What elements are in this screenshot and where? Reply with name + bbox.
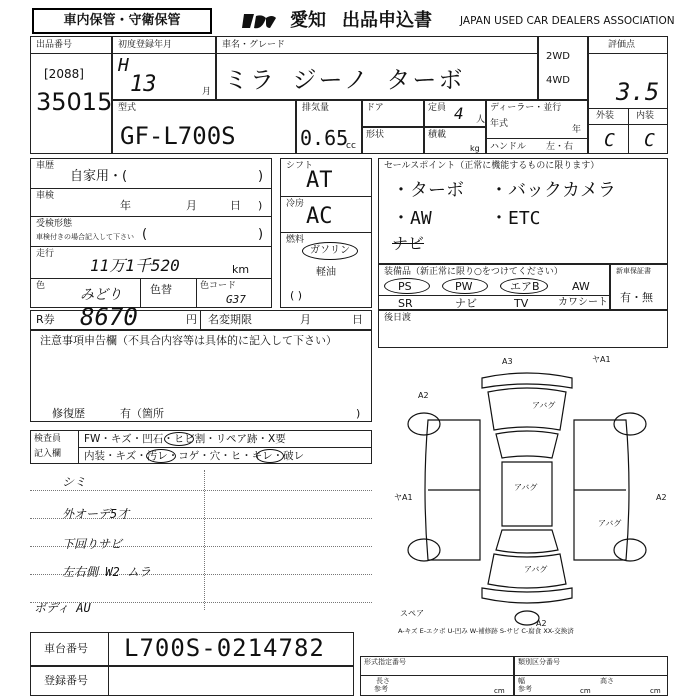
inspection-month-unit: 月: [186, 199, 197, 212]
exterior-label: 外装: [596, 111, 615, 121]
fuel-gasoline: ガソリン: [310, 245, 350, 256]
car-diagram-icon: [384, 350, 670, 626]
drive-2wd: 2WD: [546, 51, 570, 62]
displacement-value: 0.65: [300, 126, 349, 150]
diagram-mark-a2-right: A2: [656, 493, 667, 502]
fuel-paren: ( ): [290, 289, 303, 302]
repair-close: ): [356, 407, 361, 420]
mileage-unit: km: [232, 263, 250, 276]
dealer-year-label: 年式: [490, 119, 509, 129]
color-value: みどり: [80, 287, 122, 303]
acceptance-note: 車検付きの場合記入して下さい: [36, 233, 134, 241]
capacity-label: 定員: [428, 103, 447, 113]
rating-score: 3.5: [616, 78, 660, 106]
notes-label: 注意事項申告欄（不具合内容等は具体的に記入して下さい）: [40, 334, 337, 347]
type-label: 型式: [118, 103, 137, 113]
storage-stamp: 車内保管・守衛保管: [32, 8, 212, 34]
inspector-row-2: 内装・キズ・汚レ・コゲ・穴・ヒ・キレ・破レ: [84, 450, 305, 462]
diagram-mark-a1-top: ヤA1: [592, 355, 611, 364]
drive-cell: [538, 36, 588, 100]
color-label: 色: [36, 281, 46, 291]
width-unit: cm: [580, 687, 591, 695]
damage-diagram: [384, 350, 670, 626]
drive-4wd: 4WD: [546, 75, 570, 86]
sales-point-turbo: ・ターボ: [392, 180, 464, 201]
lot-bracket-number: [2088]: [44, 67, 84, 81]
inspector-circle-3: [256, 449, 284, 463]
spare-label: スペア: [400, 609, 424, 618]
logo: [240, 10, 292, 32]
length-label: 長さ: [376, 677, 390, 685]
doors-label: ドア: [366, 103, 384, 113]
association-name: JAPAN USED CAR DEALERS ASSOCIATION: [460, 15, 675, 27]
diagram-mark-airbag-3: アバグ: [598, 519, 622, 528]
sales-point-etc: ・ETC: [490, 208, 541, 229]
logo-text: 愛知: [290, 10, 326, 31]
inspection-year-unit: 年: [120, 199, 131, 212]
name-change-day: 日: [352, 313, 363, 326]
inspector-label-2: 記入欄: [34, 449, 62, 459]
diagram-mark-airbag-4: アバグ: [524, 565, 548, 574]
inspector-circle-2: [146, 449, 176, 463]
first-reg-year: 13: [130, 72, 157, 97]
ref-label-right: 参考: [518, 685, 532, 693]
mileage-value: 11万1千520: [90, 256, 180, 275]
warranty-label: 新車保証書: [616, 267, 651, 275]
aircon-label: 冷房: [286, 199, 305, 209]
logo-mark-icon: [240, 10, 292, 32]
postscript-label: 後日渡: [384, 313, 412, 323]
model-value: ミラ ジーノ ターボ: [224, 66, 465, 94]
name-change-month: 月: [300, 313, 311, 326]
diagram-mark-airbag-2: アバグ: [514, 483, 538, 492]
diagram-mark-a3: A3: [502, 357, 513, 366]
history-label: 車歴: [36, 161, 55, 171]
dealer-label: ディーラー・並行: [490, 103, 562, 113]
sales-point-backcamera: ・バックカメラ: [490, 180, 616, 201]
lot-label: 出品番号: [36, 40, 73, 50]
r-ticket-label: R券: [36, 313, 55, 326]
height-unit: cm: [650, 687, 661, 695]
ref-label-left: 参考: [374, 685, 388, 693]
type-value: GF-L700S: [120, 122, 236, 150]
interior-grade: C: [644, 130, 655, 151]
displacement-label: 排気量: [302, 103, 330, 113]
diagram-mark-a2-bottom: A2: [536, 619, 547, 626]
equip-sr: SR: [398, 297, 413, 310]
class-number-label: 類別区分番号: [518, 658, 560, 666]
sales-points-label: セールスポイント（正常に機能するものに限ります）: [384, 161, 600, 171]
inspector-row-1: FW・キズ・凹石・ヒビ割・リペア跡・X要: [84, 433, 286, 445]
equip-pw: PW: [455, 280, 473, 293]
first-reg-month-unit: 月: [202, 87, 212, 97]
memo-line-3: 下回りサビ: [62, 537, 123, 551]
warranty-options: 有・無: [620, 291, 653, 304]
length-unit: cm: [494, 687, 505, 695]
displacement-unit: cc: [346, 141, 356, 151]
handle-label: ハンドル: [490, 142, 527, 152]
color-code-value: G37: [226, 293, 246, 306]
name-change-label: 名変期限: [208, 313, 252, 326]
fuel-label: 燃料: [286, 235, 305, 245]
repair-label: 修復歴: [52, 407, 85, 420]
equipment-label: 装備品（新正常に限り○をつけてください）: [384, 267, 563, 277]
acceptance-open: (: [142, 227, 148, 242]
load-unit: kg: [470, 144, 480, 153]
postscript-box: [378, 310, 668, 348]
r-ticket-value: 8670: [80, 303, 138, 331]
memo-line-4: 左右側 W2 ムラ: [62, 565, 151, 579]
capacity-unit: 人: [476, 115, 486, 125]
inspection-day-unit: 日: [230, 199, 241, 212]
capacity-value: 4: [454, 104, 464, 123]
first-reg-era: H: [118, 55, 129, 76]
mileage-label: 走行: [36, 249, 55, 259]
repair-value: 有（箇所: [120, 407, 164, 420]
diagram-legend: A-キズ E-エクボ U-凹み W-補修跡 S-サビ C-腐食 XX-交換済: [398, 627, 574, 635]
sales-point-aw: ・AW: [392, 208, 432, 229]
type-designation-label: 形式指定番号: [364, 658, 406, 666]
memo-line-5: ボディ AU: [34, 601, 91, 615]
color-code-label: 色コード: [200, 281, 237, 291]
handle-options: 左・右: [546, 142, 574, 152]
equip-tv: TV: [514, 297, 529, 310]
model-label: 車名・グレード: [222, 40, 286, 50]
exterior-grade: C: [604, 130, 615, 151]
equip-leather: カワシート: [558, 297, 608, 308]
r-ticket-unit: 円: [186, 313, 197, 326]
sales-point-navi-struck: ナビ: [392, 234, 425, 253]
width-label: 幅: [518, 677, 525, 685]
first-reg-label: 初度登録年月: [118, 40, 173, 50]
shape-label: 形状: [366, 130, 385, 140]
form-title: 出品申込書: [342, 10, 432, 31]
inspector-label-1: 検査員: [34, 434, 62, 444]
equip-aw: AW: [572, 280, 590, 293]
diagram-mark-airbag-1: アバグ: [532, 401, 556, 410]
memo-line-2: 外オーデ5才: [62, 507, 130, 521]
diagram-mark-a1-left: ヤA1: [394, 493, 413, 502]
diagram-mark-a2-left: A2: [418, 391, 429, 400]
load-label: 積載: [428, 130, 447, 140]
equip-ps: PS: [398, 280, 412, 293]
color-change-label: 色替: [150, 283, 172, 296]
equip-airbag: エアB: [510, 280, 540, 293]
inspector-circle-1: [164, 432, 194, 446]
memo-line-1: シミ: [62, 475, 87, 489]
shift-value: AT: [306, 168, 333, 193]
equip-navi: ナビ: [455, 297, 477, 310]
shift-label: シフト: [286, 161, 314, 171]
fuel-diesel: 軽油: [316, 267, 336, 278]
acceptance-label: 受検形態: [36, 219, 73, 229]
inspection-label: 車検: [36, 191, 55, 201]
inspection-close: ): [258, 199, 263, 212]
chassis-label: 車台番号: [44, 642, 88, 655]
history-value: 自家用・(: [70, 169, 128, 184]
acceptance-close: ): [258, 227, 264, 242]
interior-label: 内装: [636, 111, 655, 121]
history-close: ): [258, 169, 264, 184]
chassis-value: L700S-0214782: [124, 634, 325, 662]
rating-label: 評価点: [608, 40, 636, 50]
height-label: 高さ: [600, 677, 614, 685]
registration-label: 登録番号: [44, 674, 88, 687]
aircon-value: AC: [306, 204, 333, 229]
lot-number: 35015: [36, 88, 113, 116]
dealer-year-unit: 年: [572, 125, 582, 135]
